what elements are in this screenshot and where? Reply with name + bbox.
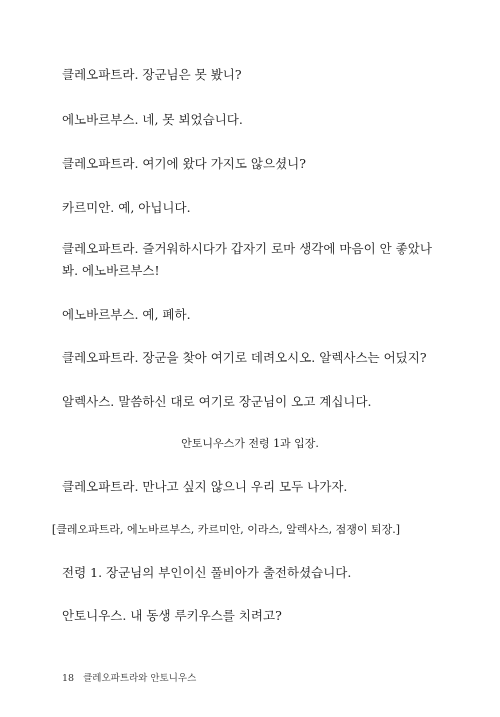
- stage-direction: [클레오파트라, 에노바르부스, 카르미안, 이라스, 알렉사스, 점쟁이 퇴장.]: [51, 523, 400, 536]
- book-title: 클레오파트라와 안토니우스: [83, 673, 197, 684]
- dialogue-line: 에노바르부스. 네, 못 뵈었습니다.: [62, 112, 243, 127]
- page-footer: [62, 672, 196, 686]
- dialogue-line: 전령 1. 장군님의 부인이신 풀비아가 출전하셨습니다.: [62, 565, 352, 580]
- dialogue-line: 알렉사스. 말씀하신 대로 여기로 장군님이 오고 계십니다.: [62, 394, 372, 409]
- dialogue-line: 클레오파트라. 즐거워하시다가 갑자기 로마 생각에 마음이 안 좋았나 봐. 에노바르부스!: [62, 241, 432, 278]
- dialogue-line: 안토니우스. 내 동생 루키우스를 치려고?: [62, 608, 282, 623]
- dialogue-line: 클레오파트라. 장군을 찾아 여기로 데려오시오. 알렉사스는 어딨지?: [62, 350, 427, 365]
- dialogue-line: 카르미안. 예, 아닙니다.: [62, 200, 191, 215]
- dialogue-line: 클레오파트라. 만나고 싶지 않으니 우리 모두 나가자.: [62, 479, 348, 494]
- dialogue-line: 에노바르부스. 예, 폐하.: [62, 307, 191, 322]
- page-number: 18: [62, 673, 75, 684]
- dialogue-line: 클레오파트라. 여기에 왔다 가지도 않으셨니?: [62, 156, 306, 171]
- stage-direction: 안토니우스가 전령 1과 입장.: [181, 437, 319, 450]
- dialogue-line: 클레오파트라. 장군님은 못 봤니?: [62, 67, 242, 82]
